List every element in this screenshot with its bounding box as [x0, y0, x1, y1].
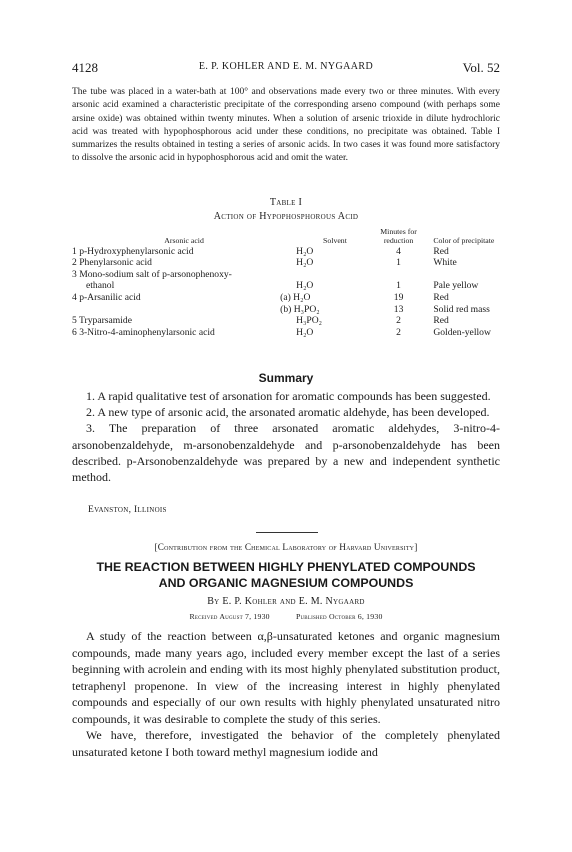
cell-minutes: 1 — [396, 257, 401, 269]
cell-arsonic-acid — [72, 304, 296, 316]
table-row — [72, 315, 502, 327]
cell-arsonic-acid: 6 3-Nitro-4-aminophenylarsonic acid — [72, 326, 215, 338]
section-divider — [256, 532, 318, 533]
cell-color: Red — [433, 315, 449, 327]
table-row — [72, 257, 502, 269]
summary-item: 3. The preparation of three arsonated aromatic aldehydes, 3-nitro-4-arsonobenzaldehyde, m-arsonobenzaldehyde and p-arsonobenzaldehyde has been described. p-Arsonobenzaldehyde was prepared by a new and independent synthetic method. — [72, 421, 500, 485]
cell-solvent: H₂O — [296, 326, 314, 338]
table-row — [72, 292, 502, 304]
cell-arsonic-acid: 5 Tryparsamide — [72, 315, 132, 327]
article-title-line-1: THE REACTION BETWEEN HIGHLY PHENYLATED COMPOUNDS — [96, 560, 476, 574]
cell-solvent: (b) H₃PO₂ — [280, 303, 320, 315]
article-body — [72, 628, 500, 760]
header-solvent: Solvent — [323, 235, 347, 245]
cell-color: Solid red mass — [433, 303, 490, 315]
arsonic-acid-table — [72, 228, 502, 338]
place-line: Evanston, Illinois — [88, 505, 167, 515]
cell-arsonic-acid: 1 p-Hydroxyphenylarsonic acid — [72, 245, 194, 257]
cell-minutes: 2 — [396, 315, 401, 327]
cell-color: White — [433, 257, 457, 269]
table-row — [72, 280, 502, 292]
running-header — [72, 60, 500, 76]
table-label: Table I — [269, 197, 303, 208]
cell-color: Red — [433, 291, 449, 303]
table-title: Action of Hypophosphorous Acid — [213, 211, 359, 222]
cell-arsonic-acid: ethanol — [86, 280, 115, 292]
cell-arsonic-acid: 4 p-Arsanilic acid — [72, 291, 141, 303]
summary-list — [72, 388, 500, 485]
table-header-row — [72, 228, 502, 246]
cell-minutes: 19 — [393, 291, 404, 303]
cell-color — [423, 269, 502, 281]
cell-arsonic-acid: 2 Phenylarsonic acid — [72, 257, 152, 269]
header-color: Color of precipitate — [433, 235, 495, 245]
summary-item: 2. A new type of arsonic acid, the arsonated aromatic aldehyde, has been developed. — [86, 405, 490, 420]
article-title-line-2: AND ORGANIC MAGNESIUM COMPOUNDS — [158, 575, 414, 590]
cell-solvent: H₂O — [296, 245, 314, 257]
page-number: 4128 — [72, 60, 98, 75]
summary-item: 1. A rapid qualitative test of arsonation for aromatic compounds has been suggested. — [86, 389, 491, 403]
body-paragraph: We have, therefore, investigated the behavior of the completely phenylated unsaturated ketone I both toward methyl magnesium iodide and — [72, 728, 500, 759]
header-arsonic-acid: Arsonic acid — [164, 235, 204, 245]
cell-arsonic-acid: 3 Mono-sodium salt of p-arsonophenoxy- — [72, 268, 232, 280]
body-paragraph: A study of the reaction between α,β-unsaturated ketones and organic magnesium compounds, made many years ago, included every member except the last of a series beginning with acrolein and ending with its most highly phenylated substitution product, tetraphenyl propenone. In view of the increasing interest in highly phenylated compounds and especially of our own results with highly phenylated unsaturated nitro compounds, it was desirable to complete the study of this series. — [72, 629, 500, 726]
cell-solvent: H₃PO₂ — [296, 315, 323, 327]
cell-color: Red — [433, 245, 449, 257]
header-minutes: Minutes for reduction — [380, 227, 417, 245]
byline: By E. P. Kohler and E. M. Nygaard — [207, 596, 365, 607]
contribution-line: [Contribution from the Chemical Laboratory of Harvard University] — [154, 542, 418, 552]
volume-label: Vol. 52 — [462, 60, 500, 75]
cell-minutes: 2 — [396, 326, 401, 338]
published-date: Published October 6, 1930 — [295, 612, 383, 621]
table-row — [72, 304, 502, 316]
cell-solvent: H₂O — [296, 280, 314, 292]
table-row — [72, 269, 502, 281]
table-row — [72, 246, 502, 258]
cell-solvent — [296, 269, 374, 281]
cell-minutes: 1 — [396, 280, 401, 292]
cell-color: Golden-yellow — [433, 326, 491, 338]
cell-solvent: (a) H₂O — [280, 291, 311, 303]
cell-minutes — [374, 269, 424, 281]
dates-line — [72, 612, 500, 621]
table-row — [72, 327, 502, 339]
cell-color: Pale yellow — [433, 280, 479, 292]
cell-minutes: 13 — [393, 303, 404, 315]
received-date: Received August 7, 1930 — [189, 612, 270, 621]
cell-solvent: H₂O — [296, 257, 314, 269]
running-authors: E. P. KOHLER AND E. M. NYGAARD — [198, 61, 374, 72]
summary-heading: Summary — [258, 371, 314, 385]
cell-minutes: 4 — [396, 245, 401, 257]
intro-paragraph: The tube was placed in a water-bath at 100° and observations made every two or three minutes. With every arsonic acid examined a characteristic precipitate of the corresponding arseno compound (with perhaps some arsine oxide) was obtained within twenty minutes. When a solution of arsenic trioxide in dilute hydrochloric acid was treated with hypophosphorous acid under these conditions, no precipitate was obtained. Table I summarizes the results obtained in testing a series of arsonic acids. In two cases it was found more satisfactory to dissolve the arsonic acid in hypophosphorous acid and omit the water. — [72, 87, 500, 164]
article-title — [72, 560, 500, 591]
